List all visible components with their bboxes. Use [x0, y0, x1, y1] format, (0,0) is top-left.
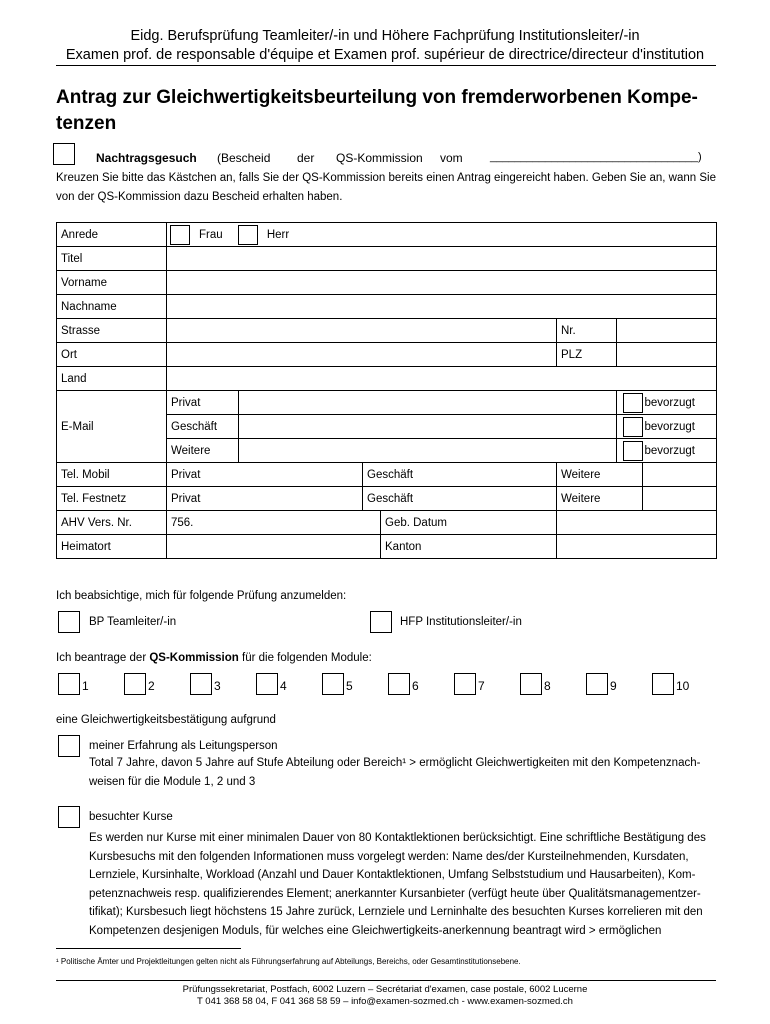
nachtrag-info: Kreuzen Sie bitte das Kästchen an, falls Sie der QS-Kommission bereits einen Antrag eingereicht haben. Geben Sie an, wann Sie von der QS-Kommission dazu Bescheid erhalten haben.: [56, 172, 716, 203]
ort-input[interactable]: [167, 343, 557, 367]
nachtrag-date-field[interactable]: __________________________________): [490, 151, 702, 163]
label-nachname: Nachname: [57, 295, 167, 319]
pruefung-intro: Ich beabsichtige, mich für folgende Prüfung anzumelden:: [56, 590, 347, 602]
heimatort-input[interactable]: [167, 535, 381, 559]
frau-checkbox[interactable]: [170, 225, 190, 245]
email-geschaeft-preferred-label: bevorzugt: [643, 415, 717, 439]
nachname-input[interactable]: [167, 295, 717, 319]
kurse-title: besuchter Kurse: [89, 811, 173, 823]
tel-mobil-weitere-input[interactable]: [643, 463, 717, 487]
kurse-text-line: Kompetenzen desjenigen Moduls, für welches eine Gleichwertigkeits-anerkennung beantragt wird > ermöglichen: [89, 924, 662, 937]
label-geb-datum: Geb. Datum: [381, 511, 557, 535]
email-privat-preferred-label: bevorzugt: [643, 391, 717, 415]
label-heimatort: Heimatort: [57, 535, 167, 559]
frau-label: Frau: [199, 228, 223, 241]
module-1-checkbox[interactable]: [58, 673, 80, 695]
bp-checkbox[interactable]: [58, 611, 80, 633]
nachtrag-vom: vom: [440, 151, 463, 165]
module-10-checkbox[interactable]: [652, 673, 674, 695]
footer-line-2: T 041 368 58 04, F 041 368 58 59 – info@examen-sozmed.ch - www.examen-sozmed.ch: [197, 996, 573, 1007]
label-email-geschaeft: Geschäft: [167, 415, 239, 439]
label-plz: PLZ: [557, 343, 617, 367]
module-7-checkbox[interactable]: [454, 673, 476, 695]
tel-mobil-privat[interactable]: Privat: [167, 463, 363, 487]
kurse-text-line: Kursbesuchs mit den folgenden Informationen muss vorgelegt werden: Name des/der Kursteilnehmenden, Kursdaten,: [89, 850, 689, 863]
label-email-privat: Privat: [167, 391, 239, 415]
email-weitere-preferred-checkbox[interactable]: [623, 441, 643, 461]
label-strasse: Strasse: [57, 319, 167, 343]
titel-input[interactable]: [167, 247, 717, 271]
land-input[interactable]: [167, 367, 717, 391]
module-6-label: 6: [412, 679, 419, 693]
email-geschaeft-input[interactable]: [239, 415, 617, 439]
kurse-text-line: petenznachweis resp. qualifizierendes Element; anerkannter Kursanbieter (verfügt heute über Qualitätsmanagementzer-: [89, 887, 701, 900]
erfahrung-text-2: weisen für die Module 1, 2 und 3: [89, 776, 256, 788]
tel-mobil-geschaeft[interactable]: Geschäft: [363, 463, 557, 487]
kurse-text-line: Lernziele, Kursinhalte, Workload (Anzahl und Dauer Kontaktlektionen, Umfang Selbststudium und Hausarbeiten), Kom-: [89, 869, 696, 881]
personal-data-table: [56, 222, 717, 559]
email-weitere-input[interactable]: [239, 439, 617, 463]
header-divider: [56, 65, 716, 66]
label-ort: Ort: [57, 343, 167, 367]
module-1-label: 1: [82, 679, 89, 693]
header-line-2: Examen prof. de responsable d'équipe et Examen prof. supérieur de directrice/directeur d'institution: [65, 47, 705, 63]
ahv-input[interactable]: 756.: [167, 511, 381, 535]
hfp-label: HFP Institutionsleiter/-in: [400, 616, 522, 628]
module-7-label: 7: [478, 679, 485, 693]
nachtrag-kommission: QS-Kommission: [336, 151, 423, 165]
module-5-checkbox[interactable]: [322, 673, 344, 695]
kurse-text-line: tifikat); Kursbesuch liegt höchstens 15 Jahre zurück, Lernziele und Lerninhalte des besuchten Kurses korrelieren mit den: [89, 906, 703, 918]
grund-intro: eine Gleichwertigkeitsbestätigung aufgrund: [56, 714, 276, 726]
bp-label: BP Teamleiter/-in: [89, 616, 177, 628]
tel-mobil-weitere[interactable]: Weitere: [557, 463, 643, 487]
tel-festnetz-privat[interactable]: Privat: [167, 487, 363, 511]
herr-checkbox[interactable]: [238, 225, 258, 245]
module-10-label: 10: [676, 679, 690, 693]
label-nr: Nr.: [557, 319, 617, 343]
nachtrag-bescheid: (Bescheid: [217, 151, 271, 165]
page-title: [56, 85, 716, 137]
tel-festnetz-weitere-input[interactable]: [643, 487, 717, 511]
module-4-checkbox[interactable]: [256, 673, 278, 695]
label-tel-mobil: Tel. Mobil: [57, 463, 167, 487]
label-email-weitere: Weitere: [167, 439, 239, 463]
label-titel: Titel: [57, 247, 167, 271]
email-weitere-preferred-label: bevorzugt: [643, 439, 717, 463]
erfahrung-text-1: Total 7 Jahre, davon 5 Jahre auf Stufe Abteilung oder Bereich¹ > ermöglicht Gleichwertigkeiten mit den Kompetenznach-: [89, 757, 701, 769]
module-3-label: 3: [214, 679, 221, 693]
label-ahv: AHV Vers. Nr.: [57, 511, 167, 535]
module-2-checkbox[interactable]: [124, 673, 146, 695]
module-4-label: 4: [280, 679, 287, 693]
page-title-line-2: tenzen: [56, 113, 117, 134]
email-privat-input[interactable]: [239, 391, 617, 415]
label-land: Land: [57, 367, 167, 391]
kanton-input[interactable]: [557, 535, 717, 559]
kurse-text-line: Es werden nur Kurse mit einer minimalen Dauer von 80 Kontaktlektionen berücksichtigt. Eine schriftliche Bestätigung des: [89, 832, 706, 844]
module-intro: Ich beantrage der QS-Kommission für die folgenden Module:: [56, 652, 372, 664]
nachtrag-label: Nachtragsgesuch: [96, 151, 197, 165]
geb-datum-input[interactable]: [557, 511, 717, 535]
label-tel-festnetz: Tel. Festnetz: [57, 487, 167, 511]
label-vorname: Vorname: [57, 271, 167, 295]
nr-input[interactable]: [617, 319, 717, 343]
label-email: E-Mail: [57, 391, 167, 463]
module-8-checkbox[interactable]: [520, 673, 542, 695]
label-anrede: Anrede: [57, 223, 167, 247]
module-5-label: 5: [346, 679, 353, 693]
erfahrung-checkbox[interactable]: [58, 735, 80, 757]
footnote-divider: [56, 948, 241, 949]
footnote: ¹ Politische Ämter und Projektleitungen gelten nicht als Führungserfahrung auf Abteilungs, Bereichs, oder Gesamtinstitutionsebene.: [56, 957, 521, 966]
module-9-label: 9: [610, 679, 617, 693]
footer-line-1: Prüfungssekretariat, Postfach, 6002 Luzern – Secrétariat d'examen, case postale, 6002 Lucerne: [182, 984, 588, 995]
email-geschaeft-preferred-checkbox[interactable]: [623, 417, 643, 437]
module-8-label: 8: [544, 679, 551, 693]
tel-festnetz-weitere[interactable]: Weitere: [557, 487, 643, 511]
page-title-line-1: Antrag zur Gleichwertigkeitsbeurteilung von fremderworbenen Kompe-: [56, 87, 698, 108]
module-6-checkbox[interactable]: [388, 673, 410, 695]
vorname-input[interactable]: [167, 271, 717, 295]
nachtrag-der: der: [297, 151, 315, 165]
footer-divider: [56, 980, 716, 981]
label-kanton: Kanton: [381, 535, 557, 559]
herr-label: Herr: [266, 228, 290, 241]
strasse-input[interactable]: [167, 319, 557, 343]
nachtrag-checkbox[interactable]: [53, 143, 75, 165]
email-privat-preferred-checkbox[interactable]: [623, 393, 643, 413]
hfp-checkbox[interactable]: [370, 611, 392, 633]
erfahrung-title: meiner Erfahrung als Leitungsperson: [89, 740, 278, 752]
tel-festnetz-geschaeft[interactable]: Geschäft: [363, 487, 557, 511]
header-line-1: Eidg. Berufsprüfung Teamleiter/-in und Höhere Fachprüfung Institutionsleiter/-in: [130, 28, 640, 44]
kurse-checkbox[interactable]: [58, 806, 80, 828]
module-3-checkbox[interactable]: [190, 673, 212, 695]
module-2-label: 2: [148, 679, 155, 693]
module-9-checkbox[interactable]: [586, 673, 608, 695]
plz-input[interactable]: [617, 343, 717, 367]
